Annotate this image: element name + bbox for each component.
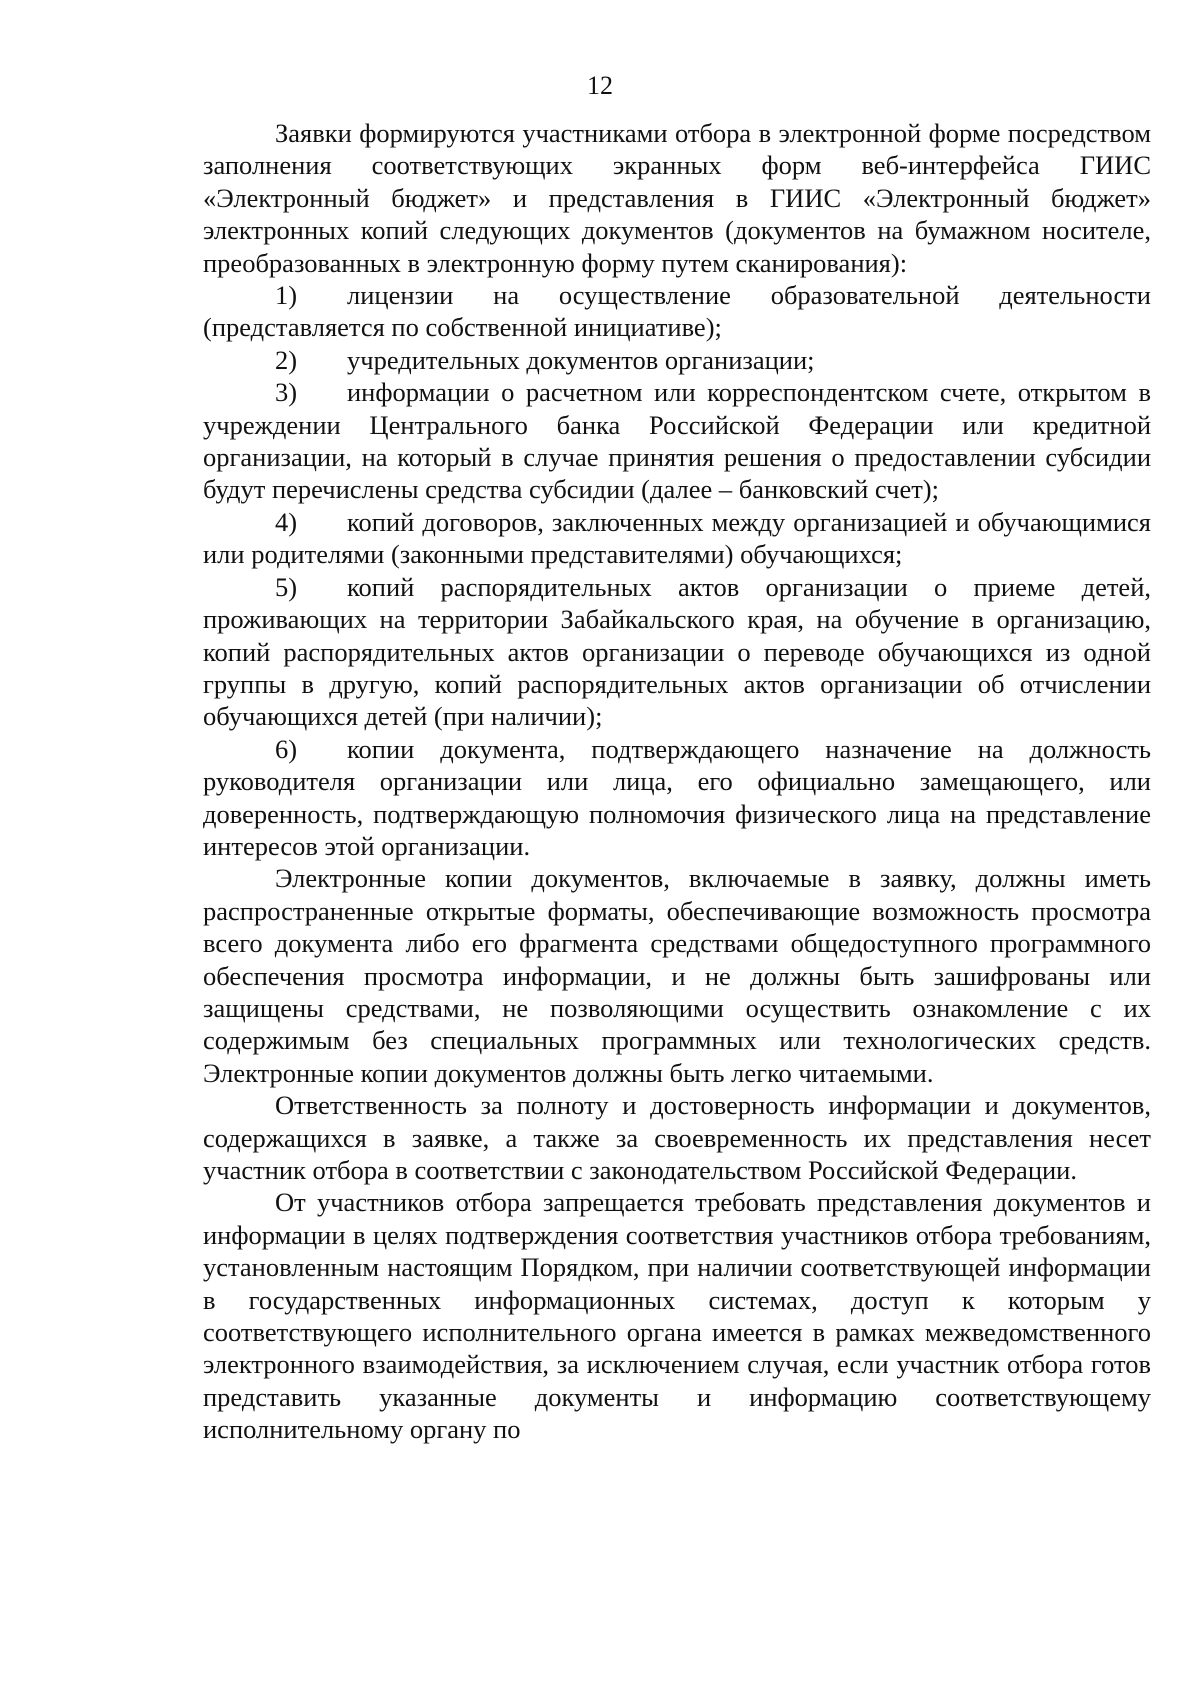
list-item-text: копий распорядительных актов организации о приеме детей, проживающих на территории Забайкальского края, на обучение в организацию, копий распорядительных актов организации о переводе обучающихся из одной группы в другую, копий распорядительных актов организации об отчислении обучающихся детей (при наличии);: [203, 571, 1151, 732]
paragraph-prohibition: От участников отбора запрещается требовать представления документов и информации в целях подтверждения соответствия участников отбора требованиям, установленным настоящим Порядком, при наличии соответствующей информации в государственных информационных системах, доступ к которым у соответствующего исполнительного органа имеется в рамках межведомственного электронного взаимодействия, за исключением случая, если участник отбора готов представить указанные документы и информацию соответствующему исполнительному органу по: [203, 1187, 1151, 1445]
list-item-number: 3): [275, 377, 298, 408]
list-item-text: лицензии на осуществление образовательной деятельности (представляется по собственной инициативе);: [203, 280, 1151, 343]
list-item: [203, 506, 1151, 571]
list-item-text: копии документа, подтверждающего назначение на должность руководителя организации или лица, его официально замещающего, или доверенность, подтверждающую полномочия физического лица на представление интересов этой организации.: [203, 733, 1151, 861]
list-item-number: 2): [275, 344, 298, 375]
paragraph-responsibility: Ответственность за полноту и достоверность информации и документов, содержащихся в заявке, а также за своевременность их представления несет участник отбора в соответствии с законодательством Российской Федерации.: [203, 1090, 1151, 1185]
paragraph-intro: Заявки формируются участниками отбора в электронной форме посредством заполнения соответствующих экранных форм веб-интерфейса ГИИС «Электронный бюджет» и представления в ГИИС «Электронный бюджет» электронных копий следующих документов (документов на бумажном носителе, преобразованных в электронную форму путем сканирования):: [203, 118, 1151, 278]
list-item: [203, 279, 1151, 344]
list-item-number: 5): [275, 571, 298, 602]
list-item-text: информации о расчетном или корреспондентском счете, открытом в учреждении Центрального банка Российской Федерации или кредитной организации, на который в случае принятия решения о предоставлении субсидии будут перечислены средства субсидии (далее – банковский счет);: [203, 377, 1151, 505]
paragraph-electronic-copies: Электронные копии документов, включаемые в заявку, должны иметь распространенные открытые форматы, обеспечивающие возможность просмотра всего документа либо его фрагмента средствами общедоступного программного обеспечения просмотра информации, и не должны быть зашифрованы или защищены средствами, не позволяющими осуществить ознакомление с их содержимым без специальных программных или технологических средств. Электронные копии документов должны быть легко читаемыми.: [203, 863, 1151, 1088]
list-item-text: учредительных документов организации;: [347, 344, 815, 375]
page-number: 12: [587, 71, 613, 100]
list-item: [203, 733, 1151, 863]
document-body: [203, 117, 1151, 1446]
list-item-number: 6): [275, 733, 298, 764]
list-item: [203, 344, 1151, 376]
list-item: [203, 376, 1151, 506]
list-item-text: копий договоров, заключенных между организацией и обучающимися или родителями (законными представителями) обучающихся;: [203, 506, 1151, 570]
list-item: [203, 571, 1151, 733]
list-item-number: 1): [275, 280, 298, 311]
list-item-number: 4): [275, 506, 298, 537]
